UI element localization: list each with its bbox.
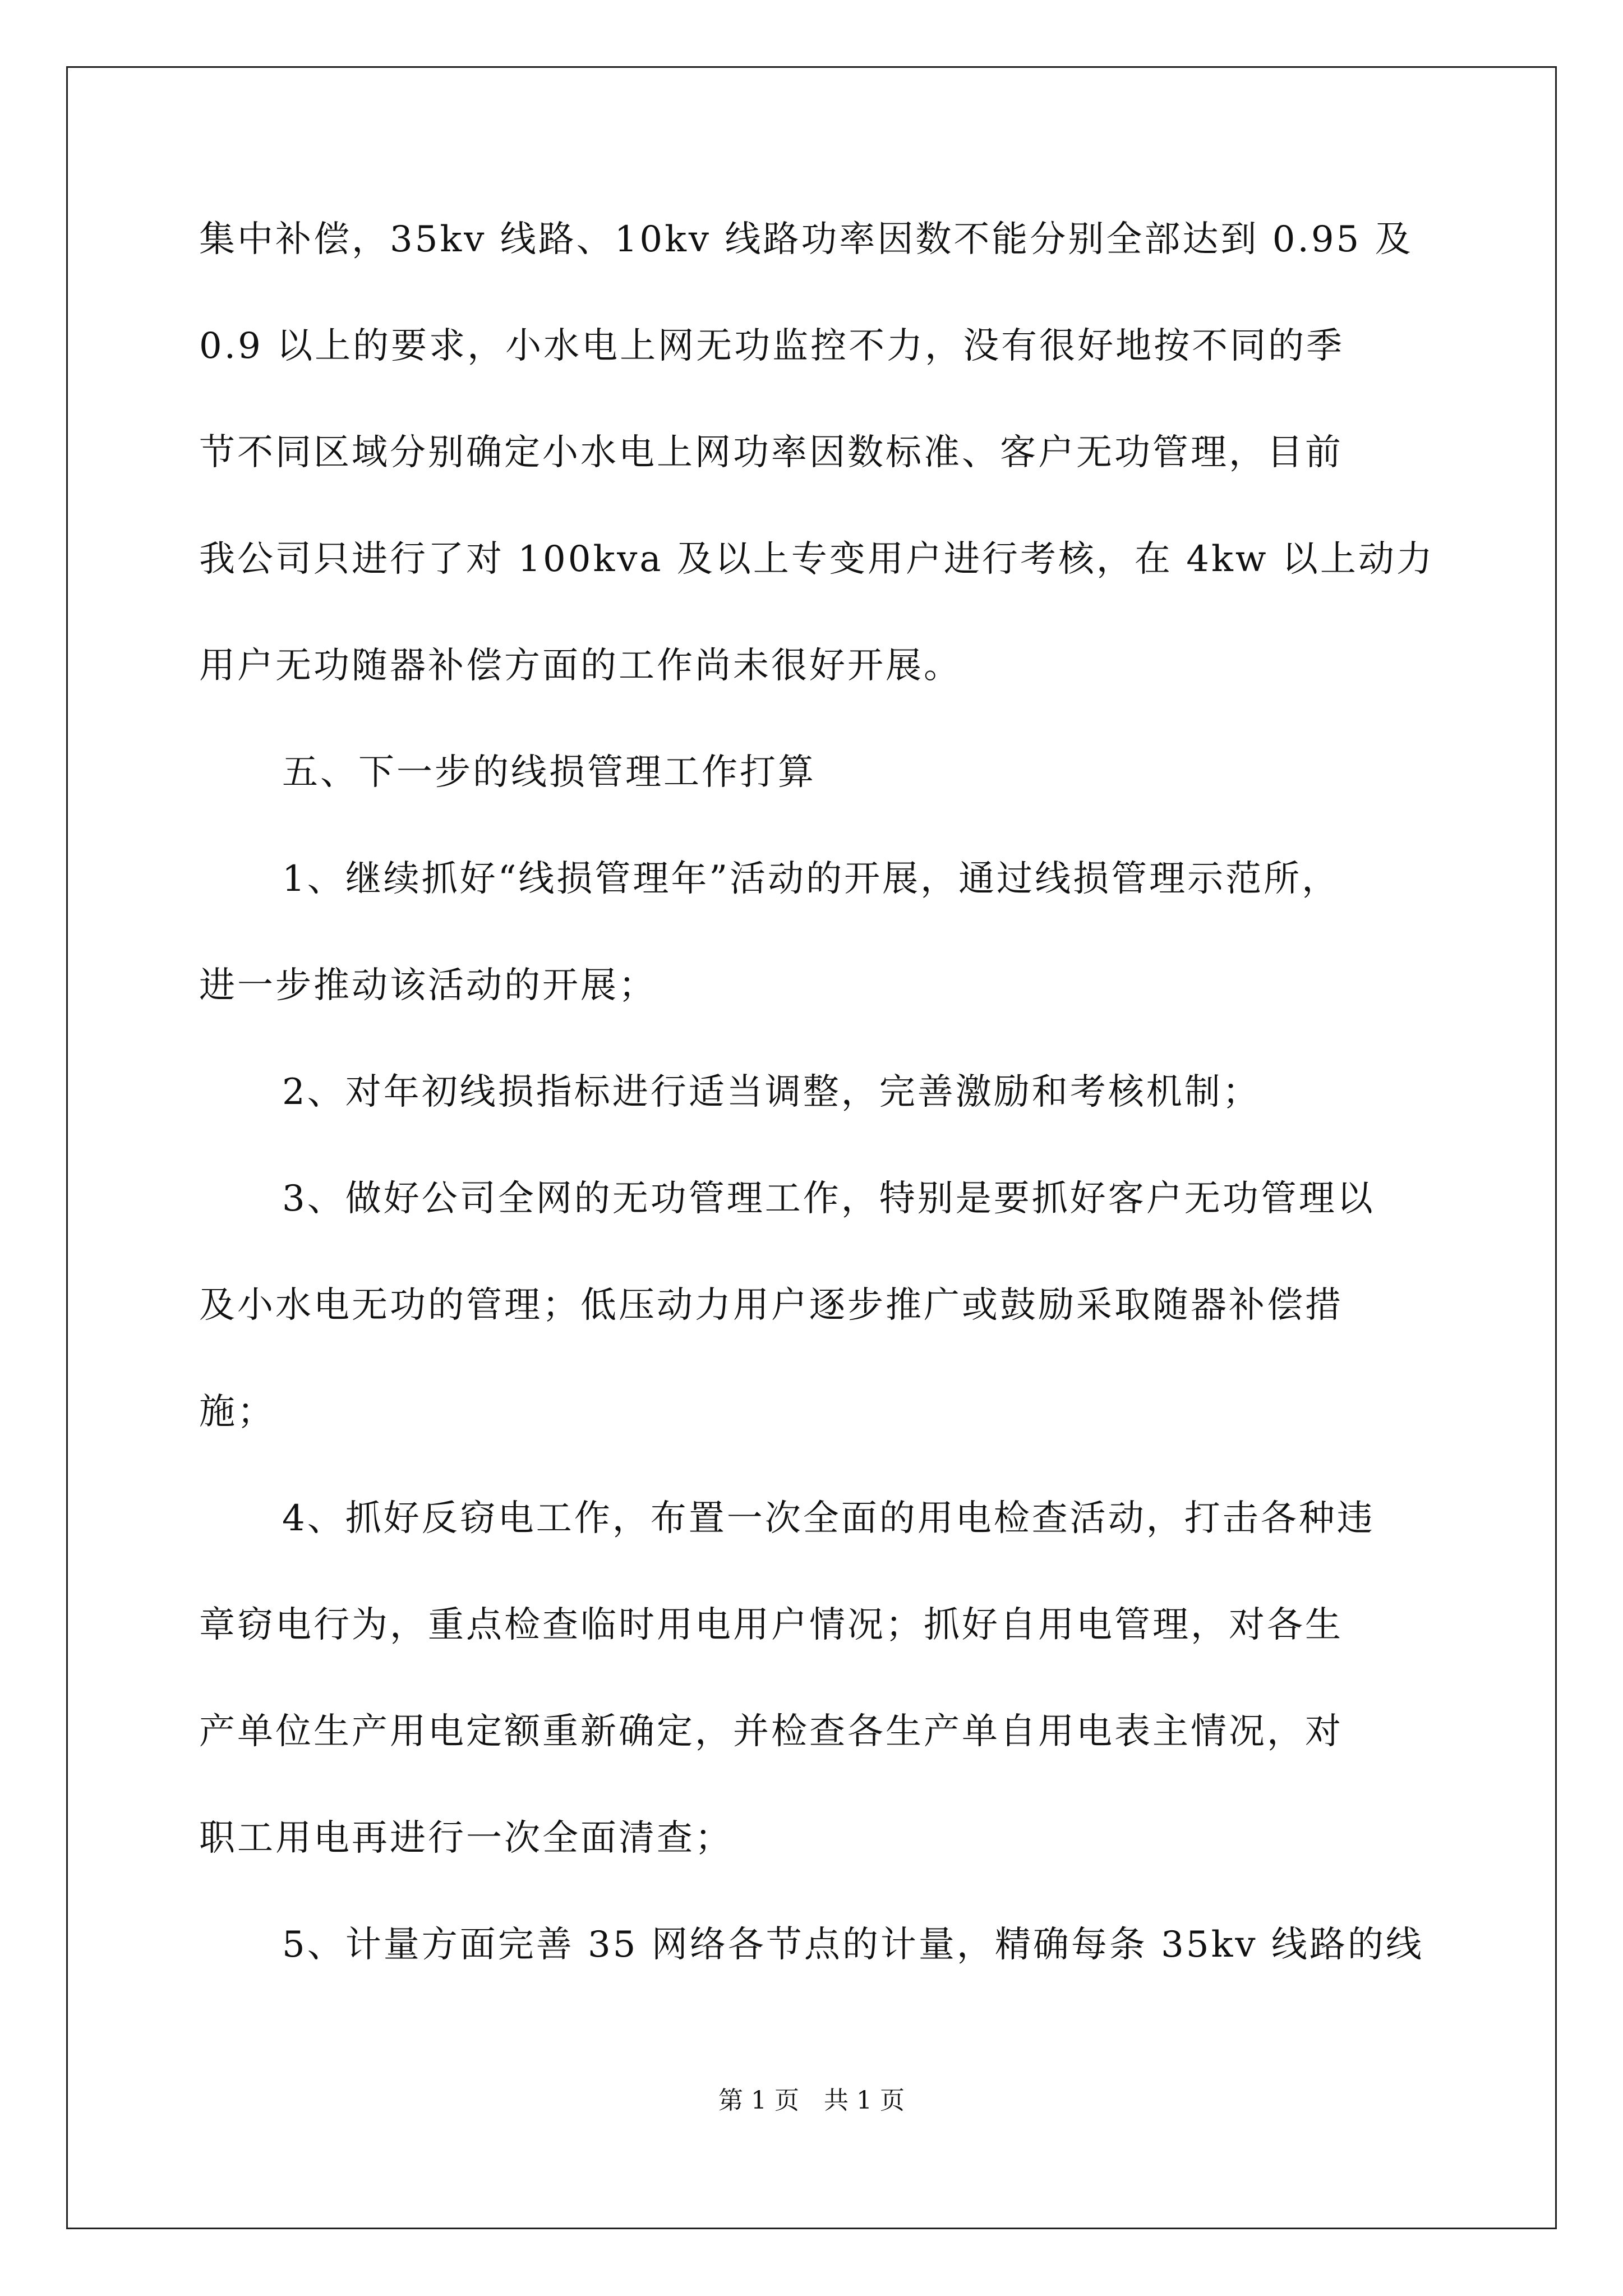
text-line: 3、做好公司全网的无功管理工作，特别是要抓好客户无功管理以 [282,1178,1375,1220]
text-line: 用户无功随器补偿方面的工作尚未很好开展。 [199,645,962,687]
text-line: 我公司只进行了对 100kva 及以上专变用户进行考核，在 4kw 以上动力 [199,539,1435,580]
section-heading: 五、下一步的线损管理工作打算 [282,752,816,793]
text-line: 章窃电行为，重点检查临时用电用户情况；抓好自用电管理，对各生 [199,1604,1343,1646]
text-line: 5、计量方面完善 35 网络各节点的计量，精确每条 35kv 线路的线 [282,1924,1424,1966]
text-line: 进一步推动该活动的开展； [199,965,657,1006]
text-line: 节不同区域分别确定小水电上网功率因数标准、客户无功管理，目前 [199,432,1343,473]
text-line: 施； [199,1391,275,1433]
text-line: 1、继续抓好“线损管理年”活动的开展，通过线损管理示范所， [282,858,1340,900]
page-footer: 第 1 页 共 1 页 [718,2086,905,2115]
text-line: 2、对年初线损指标进行适当调整，完善激励和考核机制； [282,1071,1261,1113]
text-line: 产单位生产用电定额重新确定，并检查各生产单自用电表主情况，对 [199,1711,1343,1752]
text-line: 0.9 以上的要求，小水电上网无功监控不力，没有很好地按不同的季 [199,325,1345,367]
document-body [199,219,1435,1966]
text-line: 4、抓好反窃电工作，布置一次全面的用电检查活动，打击各种违 [282,1498,1375,1539]
text-line: 职工用电再进行一次全面清查； [199,1818,733,1859]
text-line: 及小水电无功的管理；低压动力用户逐步推广或鼓励采取随器补偿措 [199,1285,1343,1326]
text-line: 集中补偿，35kv 线路、10kv 线路功率因数不能分别全部达到 0.95 及 [199,219,1413,260]
